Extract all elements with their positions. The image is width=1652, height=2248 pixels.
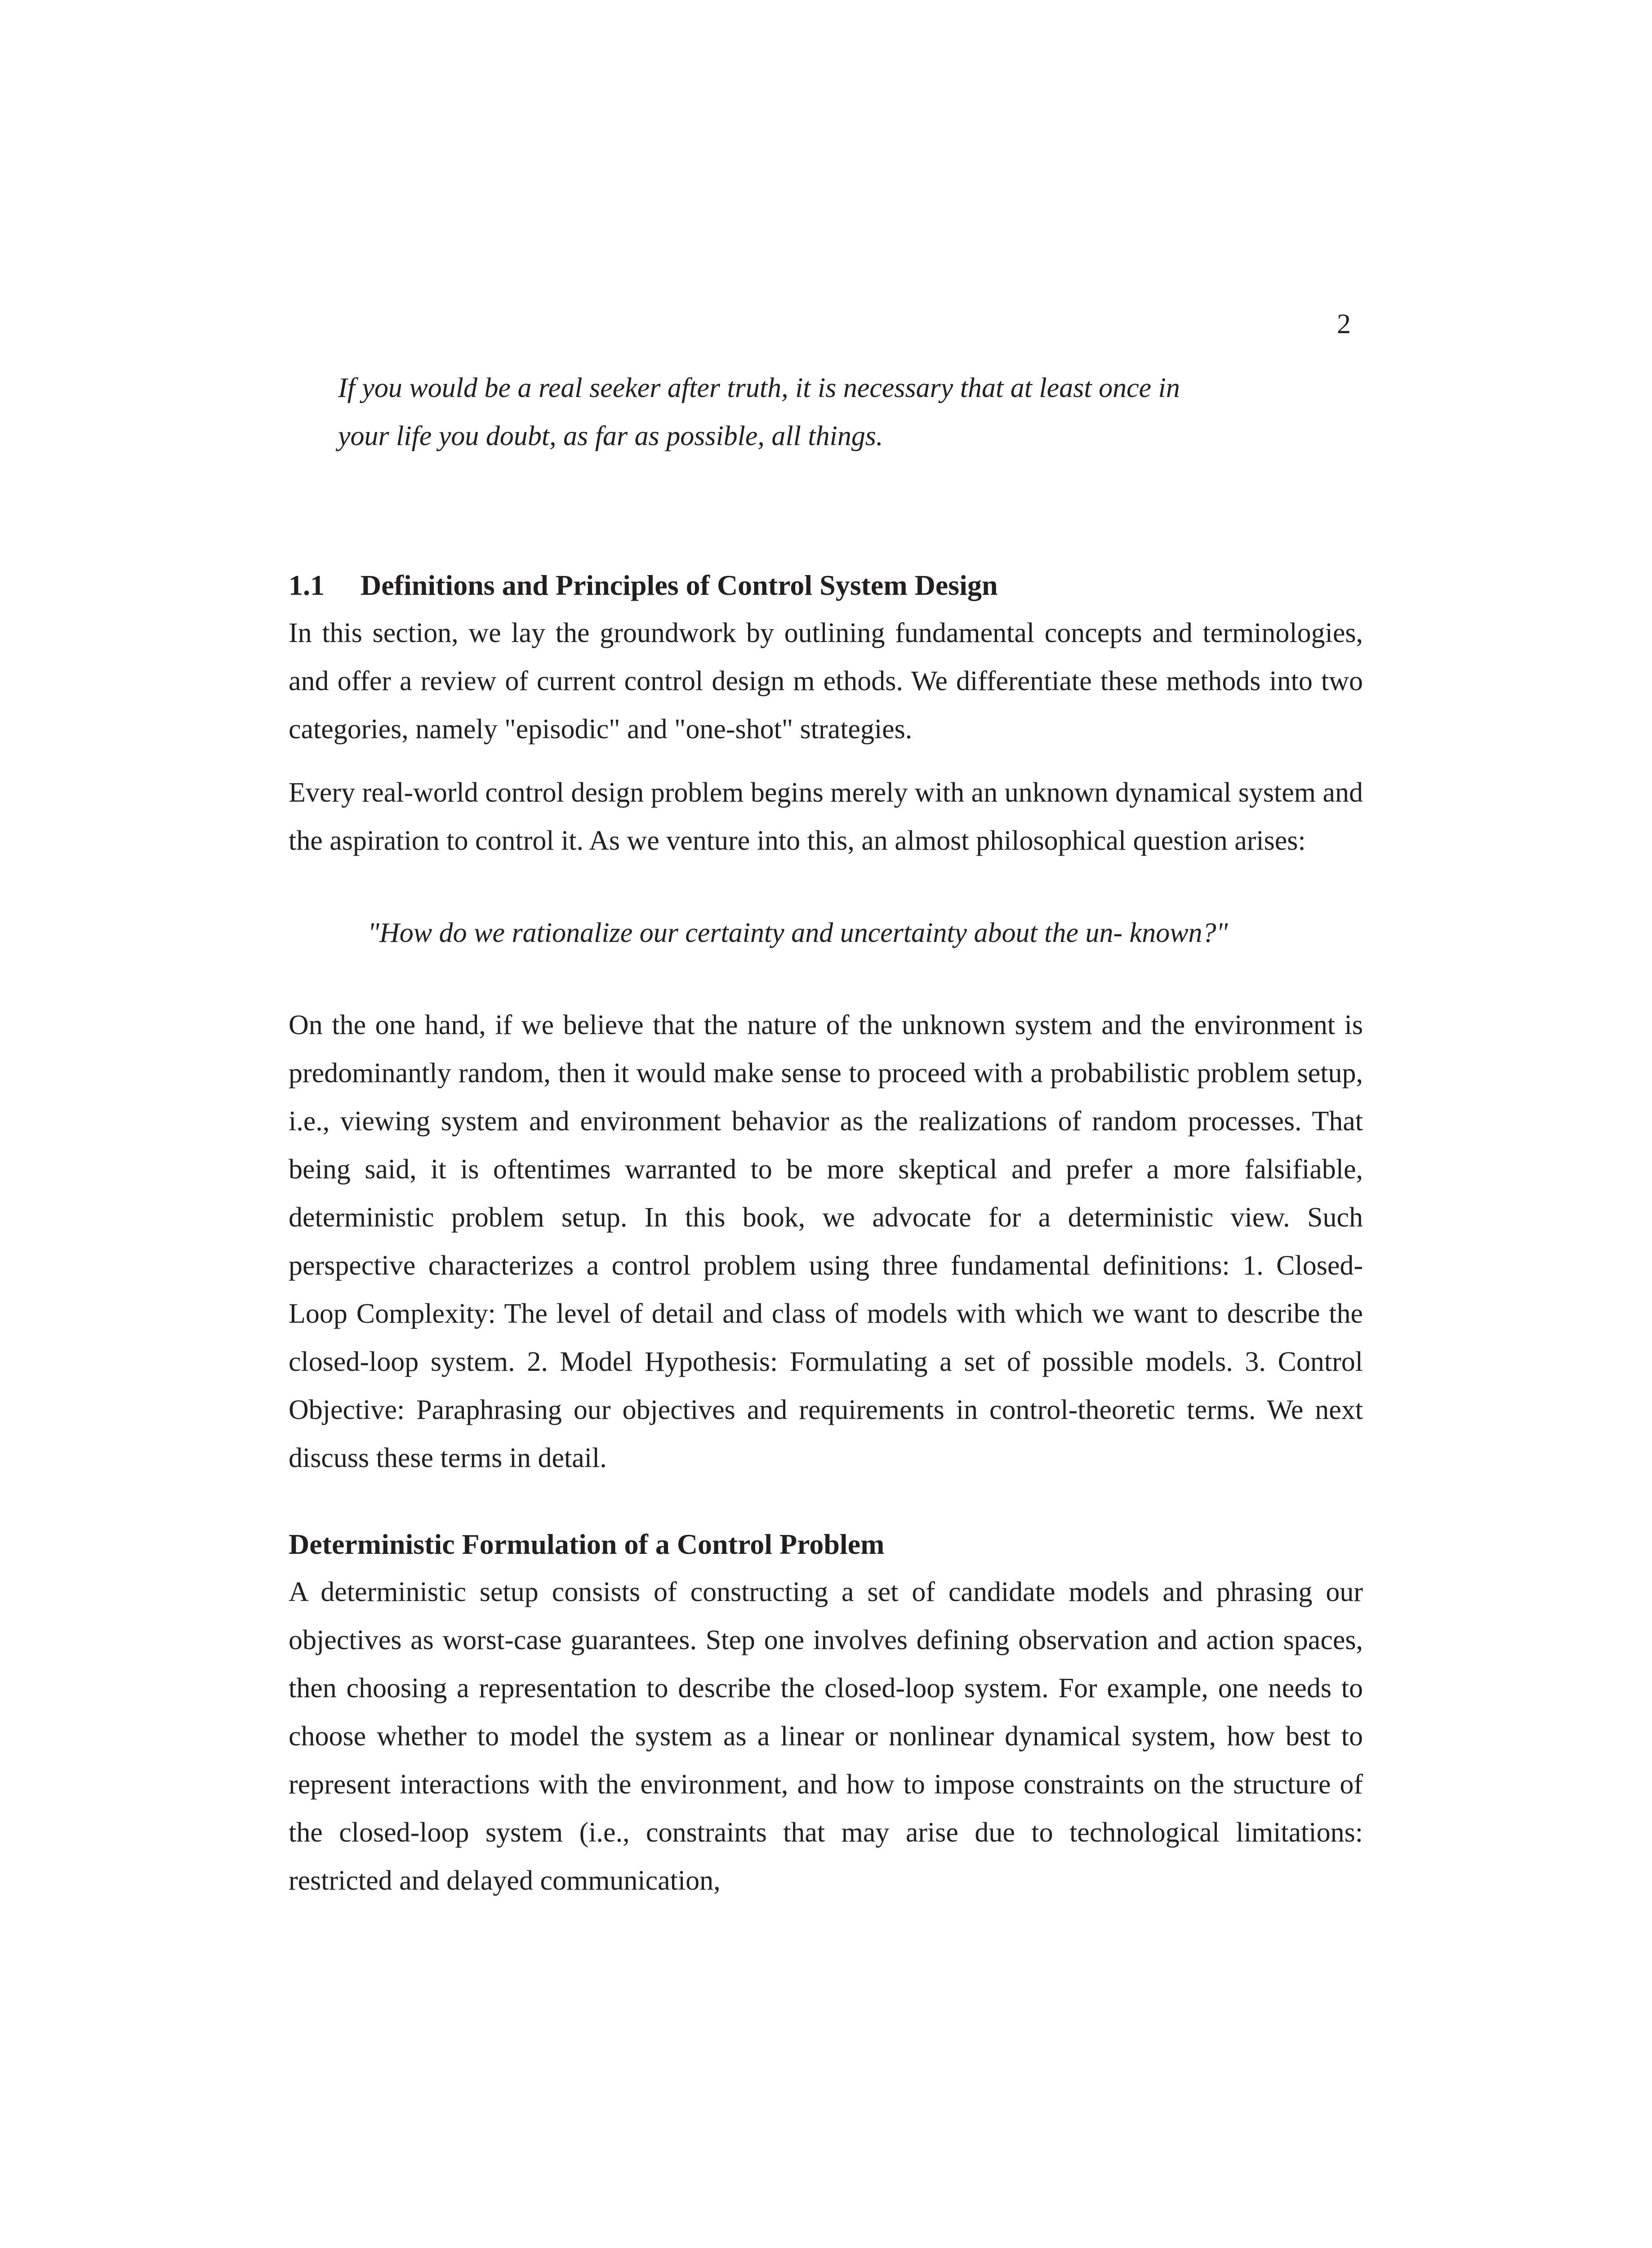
epigraph-line: If you would be a real seeker after truth, it is necessary that at least once in [338,373,1180,403]
page-number: 2 [1337,309,1351,339]
real-world-paragraph: Every real-world control design problem begins merely with an unknown dynamical system and the aspiration to control it. As we venture into this, an almost philosophical question arises: [289,777,1363,856]
section-title: Definitions and Principles of Control System Design [361,569,998,601]
block-quote: "How do we rationalize our certainty and uncertainty about the un- known?" [368,918,1228,948]
section-heading [289,561,1363,609]
intro-paragraph: In this section, we lay the groundwork by outlining fundamental concepts and terminologies, and offer a review of current control design m ethods. We differentiate these methods into two categories, namely "episodic" and "one-shot" strategies. [289,618,1363,745]
subsection-paragraph: A deterministic setup consists of constructing a set of candidate models and phrasing our objectives as worst-case guarantees. Step one involves defining observation and action spaces, then choosing a representation to describe the closed-loop system. For example, one needs to choose whether to model the system as a linear or nonlinear dynamical system, how best to represent interactions with the environment, and how to impose constraints on the structure of the closed-loop system (i.e., constraints that may arise due to technological limitations: restricted and delayed communication, [289,1577,1363,1896]
section-number: 1.1 [289,569,325,601]
epigraph [338,364,1327,460]
epigraph-line: your life you doubt, as far as possible, all things. [338,421,883,451]
deterministic-view-paragraph: On the one hand, if we believe that the nature of the unknown system and the environment is predominantly random, then it would make sense to proceed with a probabilistic problem setup, i.e., viewing system and environment behavior as the realizations of random processes. That being said, it is oftentimes warranted to be more skeptical and prefer a more falsifiable, deterministic problem setup. In this book, we advocate for a deterministic view. Such perspective characterizes a control problem using three fundamental definitions: 1. Closed-Loop Complexity: The level of detail and class of models with which we want to describe the closed-loop system. 2. Model Hypothesis: Formulating a set of possible models. 3. Control Objective: Paraphrasing our objectives and requirements in control-theoretic terms. We next discuss these terms in detail. [289,1010,1363,1473]
main-content [289,561,1363,1905]
subsection-heading: Deterministic Formulation of a Control Problem [289,1528,885,1560]
